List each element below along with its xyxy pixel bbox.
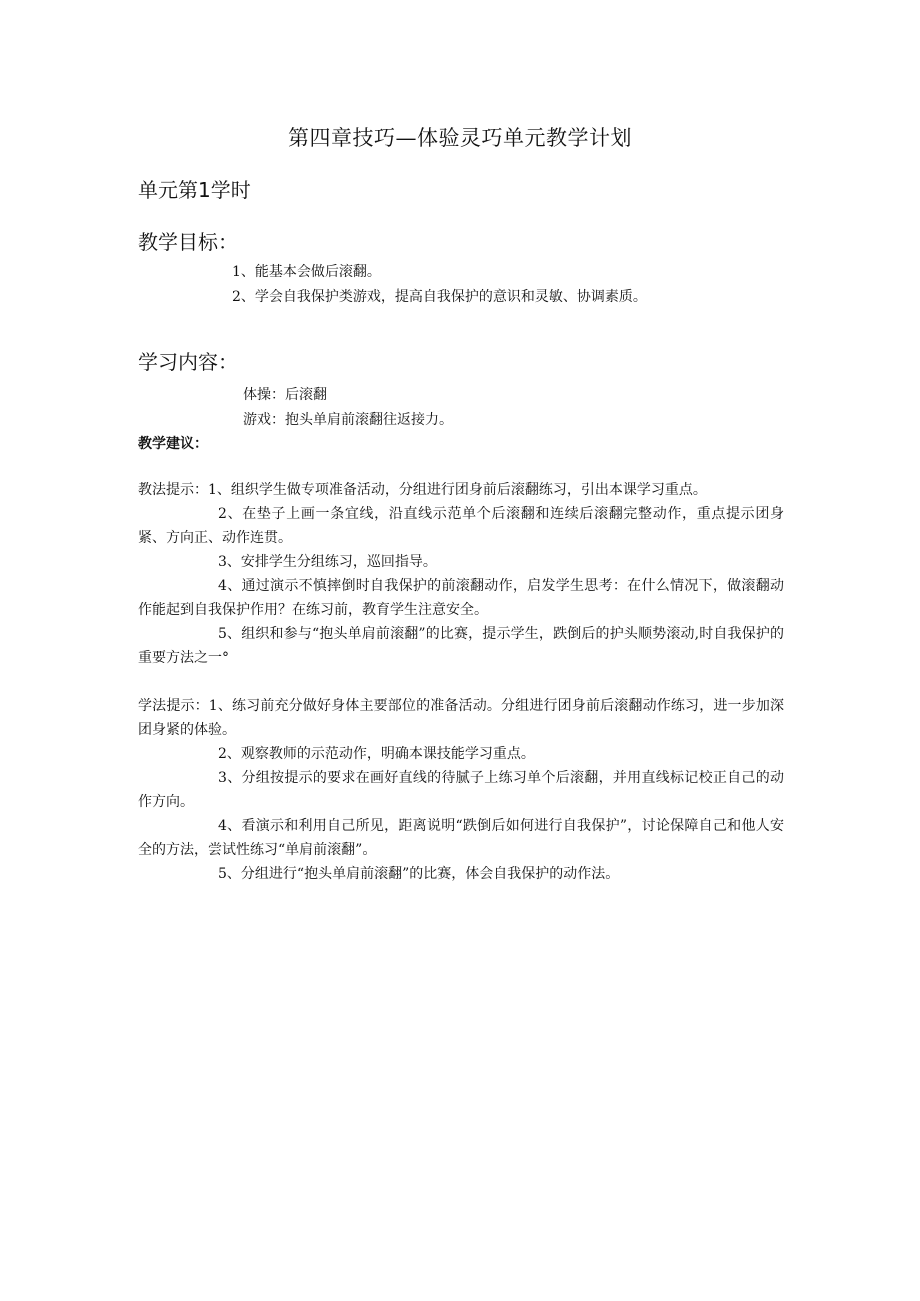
objective-item: 2、学会自我保护类游戏，提高自我保护的意识和灵敏、协调素质。 bbox=[232, 289, 647, 305]
teaching-hint-item: 5、组织和参与“抱头单肩前滚翻”的比赛，提示学生，跌倒后的护头顺势滚动,时自我保护的重要方法之一° bbox=[138, 626, 784, 666]
learning-hint-item: 2、观察教师的示范动作，明确本课技能学习重点。 bbox=[218, 746, 535, 762]
teaching-hint-item: 3、安排学生分组练习，巡回指导。 bbox=[218, 554, 437, 570]
objectives-heading: 教学目标： bbox=[138, 230, 238, 254]
learning-hint-lead: 学法提示： bbox=[138, 698, 209, 714]
learning-hint-item: 5、分组进行“抱头单肩前滚翻”的比赛，体会自我保护的动作法。 bbox=[218, 866, 620, 882]
teaching-hint-item: 4、通过演示不慎摔倒时自我保护的前滚翻动作，启发学生思考：在什么情况下，做滚翻动作能起到自我保护作用？在练习前，教育学生注意安全。 bbox=[138, 578, 784, 618]
content-heading: 学习内容： bbox=[138, 350, 238, 374]
document-title: 第四章技巧—体验灵巧单元教学计划 bbox=[288, 126, 632, 150]
teaching-hint-text: 1、组织学生做专项准备活动，分组进行团身前后滚翻练习，引出本课学习重点。 bbox=[208, 482, 707, 498]
objective-item: 1、能基本会做后滚翻。 bbox=[232, 264, 381, 280]
learning-hint-text: 1、练习前充分做好身体主要部位的准备活动。分组进行团身前后滚翻动作练习，进一步加深团身紧的体验。 bbox=[138, 698, 785, 738]
lesson-heading: 单元第1学时 bbox=[138, 178, 251, 202]
content-item: 游戏：抱头单肩前滚翻往返接力。 bbox=[243, 412, 453, 428]
learning-hint-item: 3、分组按提示的要求在画好直线的待腻子上练习单个后滚翻，并用直线标记校正自己的动作方向。 bbox=[138, 770, 784, 810]
learning-hint-first bbox=[138, 694, 784, 742]
learning-hint-item: 4、看演示和利用自己所见，距离说明“跌倒后如何进行自我保护”，讨论保障自己和他人安全的方法，尝试性练习“单肩前滚翻”。 bbox=[138, 818, 784, 858]
suggestions-label: 教学建议： bbox=[138, 436, 208, 452]
teaching-hint-item: 2、在垫子上画一条宜线，沿直线示范单个后滚翻和连续后滚翻完整动作，重点提示团身紧、方向正、动作连贯。 bbox=[138, 506, 784, 546]
content-item: 体操：后滚翻 bbox=[243, 387, 327, 403]
teaching-hint-lead: 教法提示： bbox=[138, 482, 208, 498]
teaching-hint-first bbox=[138, 478, 784, 502]
